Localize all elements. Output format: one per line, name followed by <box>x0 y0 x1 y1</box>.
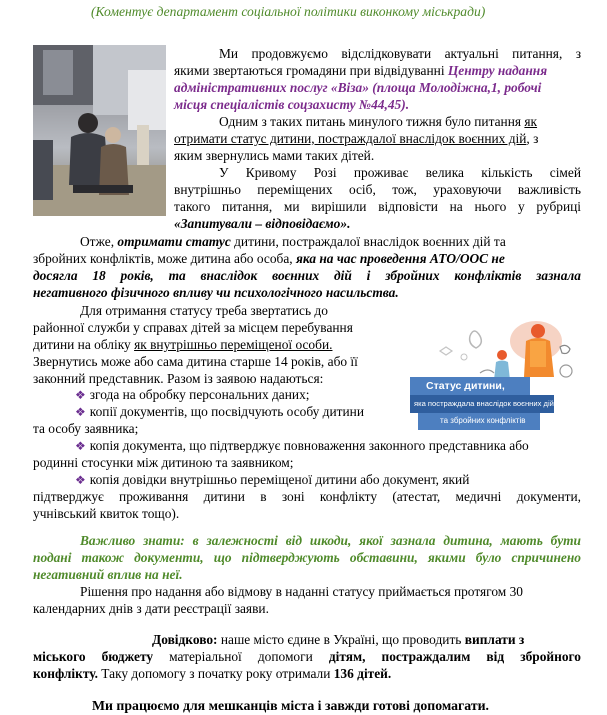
center-address: (площа Молодіжна,1, робочі <box>368 80 542 95</box>
diamond-bullet-icon: ❖ <box>75 388 86 402</box>
infographic-line-2: яка постраждала внаслідок воєнних дій <box>414 399 554 408</box>
intro-line-4: місця спеціалістів соцзахисту №44,45). <box>174 97 410 112</box>
reference-line-2 <box>33 648 581 665</box>
para3-line-4: Звернутись може або сама дитина старше 14 років, або її <box>33 354 358 369</box>
para2-emph: яка на час проведення АТО/ООС не <box>295 251 505 266</box>
bullet-item-3 <box>75 437 529 455</box>
diamond-bullet-icon: ❖ <box>75 405 86 419</box>
question-underlined: як <box>524 114 538 129</box>
center-name: Центру надання <box>447 63 548 78</box>
intro-text: , з <box>526 131 539 146</box>
intro-text: Одним з таких питань минулого тижня було питання <box>219 114 525 129</box>
closing-line: Ми працюємо для мешканців міста і завжди готові допомагати. <box>92 698 490 713</box>
idp-underlined: як внутрішньо переміщеної особи. <box>134 337 333 352</box>
important-label: Важливо знати <box>80 533 181 548</box>
intro-line-2 <box>174 62 547 79</box>
bullet-item-2-cont: та особу заявника; <box>33 421 139 436</box>
reference-emph: конфлікту. <box>33 666 98 681</box>
para2-emph: отримати статус <box>117 234 231 249</box>
bullet-text: копії документів, що посвідчують особу дитини <box>89 404 365 419</box>
bullet-text: копія документа, що підтверджує повноваження законного представника або <box>89 438 529 453</box>
intro-line-8: У Кривому Розі проживає велика кількість сімей <box>219 165 581 180</box>
bullet-item-1 <box>75 386 310 404</box>
para3-text: дитини на обліку <box>33 337 135 352</box>
para2-line-2 <box>33 250 505 267</box>
bullet-item-4-cont: підтверджує проживання дитини в зоні конфлікту (атестат, медичні документи, <box>33 489 581 504</box>
para2-text: Отже, <box>80 234 118 249</box>
center-name-cont: адміністративних послуг «Віза» <box>174 80 369 95</box>
bullet-item-3-cont: родинні стосунки між дитиною та заявником; <box>33 455 294 470</box>
para2-line-3: досягла 18 років, та внаслідок воєнних дій і збройних конфліктів зазнала <box>33 268 581 283</box>
diamond-bullet-icon: ❖ <box>75 473 86 487</box>
photo-office-visitors <box>33 45 166 216</box>
para3-line-1: Для отримання статусу треба звертатись до <box>80 303 328 318</box>
diamond-bullet-icon: ❖ <box>75 439 86 453</box>
infographic-art <box>410 311 582 432</box>
para2-line-4: негативного фізичного впливу чи психологічного насильства. <box>33 285 399 300</box>
reference-text: матеріальної допомоги <box>153 649 329 664</box>
para3-line-2: районної служби у справах дітей за місцем перебування <box>33 320 353 335</box>
reference-emph: 136 дітей. <box>333 666 392 681</box>
reference-text: Таку допомогу з початку року отримали <box>97 666 334 681</box>
important-text: : в залежності від шкоди, якої зазнала дитина, мають бути <box>180 533 581 548</box>
decision-line-1: Рішення про надання або відмову в наданні статусу приймається протягом 30 <box>80 584 523 599</box>
intro-line-11: «Запитували – відповідаємо». <box>174 216 351 231</box>
intro-line-3 <box>174 79 541 96</box>
reference-label: Довідково: <box>152 632 218 647</box>
reference-emph: виплати з <box>464 632 525 647</box>
decision-line-2: календарних днів з дати реєстрації заяви. <box>33 601 269 616</box>
bullet-item-4-cont-2: учнівський квиток тощо). <box>33 506 180 521</box>
status-infographic <box>410 311 582 432</box>
intro-line-7: яким звернулись мами таких дітей. <box>174 148 375 163</box>
photo-illustration <box>33 45 166 216</box>
reference-line-1 <box>152 631 524 648</box>
reference-emph: дітям, постраждалим від збройного <box>328 649 581 664</box>
reference-text: наше місто єдине в Україні, що проводить <box>217 632 465 647</box>
para2-line-1 <box>80 233 506 250</box>
bullet-text: згода на обробку персональних даних; <box>89 387 310 402</box>
intro-line-6 <box>174 130 538 147</box>
important-line-2: подані також документи, що підтверджують обставини, якими було спричинено <box>33 550 581 565</box>
para3-line-5: законний представник. Разом із заявою надаються: <box>33 371 324 386</box>
important-line-1 <box>80 532 581 549</box>
bullet-item-2 <box>75 403 364 421</box>
infographic-line-1: Статус дитини, <box>426 380 505 392</box>
bullet-text: копія довідки внутрішньо переміщеної дитини або документ, який <box>89 472 470 487</box>
intro-line-5 <box>219 113 537 130</box>
header-note: (Коментує департамент соціальної політики виконкому міськради) <box>91 4 486 19</box>
bullet-item-4 <box>75 471 469 489</box>
reference-emph: міського бюджету <box>33 649 154 664</box>
intro-line-10: такого питання, ми вирішили відповісти на нього у рубриці <box>174 199 581 214</box>
reference-line-3 <box>33 665 391 682</box>
infographic-line-3: та збройних конфліктів <box>440 416 526 425</box>
intro-line-9: внутрішньо переміщених осіб, тож, ураховуючи важливість <box>174 182 581 197</box>
para2-text: дитини, постраждалої внаслідок воєнних дій та <box>230 234 506 249</box>
para3-line-3 <box>33 336 332 353</box>
intro-line-1: Ми продовжуємо відслідковувати актуальні питання, з <box>219 46 581 61</box>
important-line-3: негативний вплив на неї. <box>33 567 183 582</box>
intro-text: якими звертаються громадяни при відвідуванні <box>174 63 448 78</box>
question-underlined: отримати статус дитини, постраждалої внаслідок воєнних дій <box>174 131 527 146</box>
para2-text: збройних конфліктів, може дитина або особа, <box>33 251 296 266</box>
